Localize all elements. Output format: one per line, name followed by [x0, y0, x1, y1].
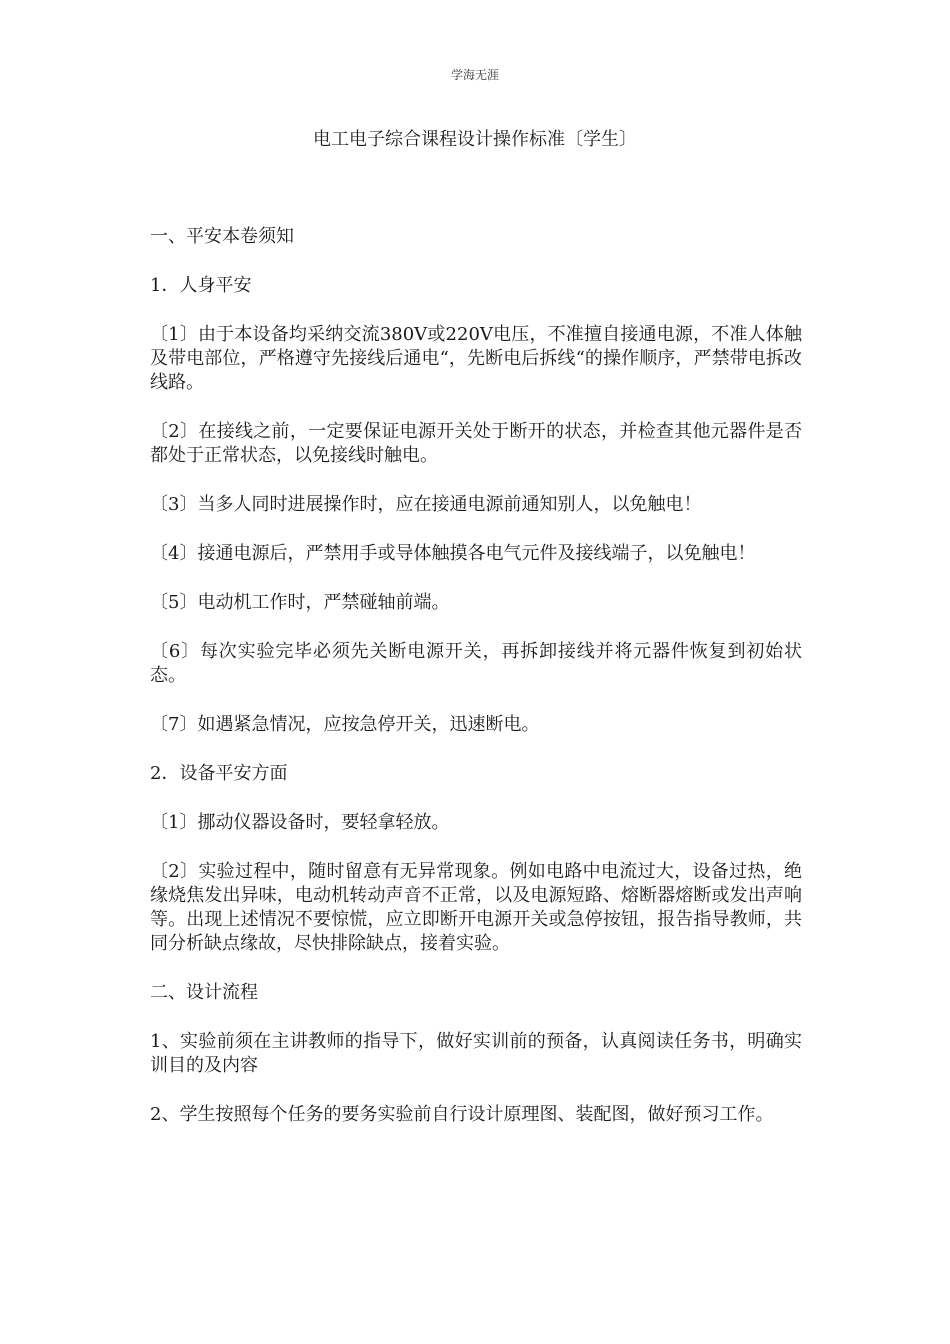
- paragraph: 〔1〕挪动仪器设备时，要轻拿轻放。: [150, 812, 450, 833]
- paragraph: 〔1〕由于本设备均采纳交流380V或220V电压，不准擅自接通电源，不准人体触及带电部位，严格遵守先接线后通电“，先断电后拆线“的操作顺序，严禁带电拆改线路。: [150, 324, 802, 393]
- paragraph: 〔3〕当多人同时进展操作时，应在接通电源前通知别人，以免触电！: [150, 494, 702, 515]
- section-heading-design-process: 二、设计流程: [150, 982, 258, 1003]
- document-body: [150, 225, 802, 1152]
- section-heading-safety: 一、平安本卷须知: [150, 226, 294, 247]
- paragraph: 〔4〕接通电源后，严禁用手或导体触摸各电气元件及接线端子，以免触电！: [150, 543, 756, 564]
- paragraph: 〔2〕在接线之前，一定要保证电源开关处于断开的状态，并检查其他元器件是否都处于正常状态，以免接线时触电。: [150, 421, 802, 466]
- page-header: 学海无涯: [450, 68, 499, 82]
- document-title: 电工电子综合课程设计操作标准〔学生〕: [313, 129, 637, 150]
- subheading-equipment-safety: 2．设备平安方面: [150, 763, 288, 784]
- paragraph: 1、实验前须在主讲教师的指导下，做好实训前的预备，认真阅读任务书，明确实训目的及内容: [150, 1031, 802, 1076]
- paragraph: 〔6〕每次实验完毕必须先关断电源开关，再拆卸接线并将元器件恢复到初始状态。: [150, 641, 802, 686]
- paragraph: 〔2〕实验过程中，随时留意有无异常现象。例如电路中电流过大，设备过热，绝缘烧焦发出异味，电动机转动声音不正常，以及电源短路、熔断器熔断或发出声响等。出现上述情况不要惊慌，应立即断开电源开关或急停按钮，报告指导教师，共同分析缺点缘故，尽快排除缺点，接着实验。: [150, 861, 802, 954]
- subheading-personal-safety: 1．人身平安: [150, 275, 252, 296]
- paragraph: 〔7〕如遇紧急情况，应按急停开关，迅速断电。: [150, 714, 540, 735]
- paragraph: 2、学生按照每个任务的要务实验前自行设计原理图、装配图，做好预习工作。: [150, 1104, 774, 1125]
- paragraph: 〔5〕电动机工作时，严禁碰轴前端。: [150, 592, 450, 613]
